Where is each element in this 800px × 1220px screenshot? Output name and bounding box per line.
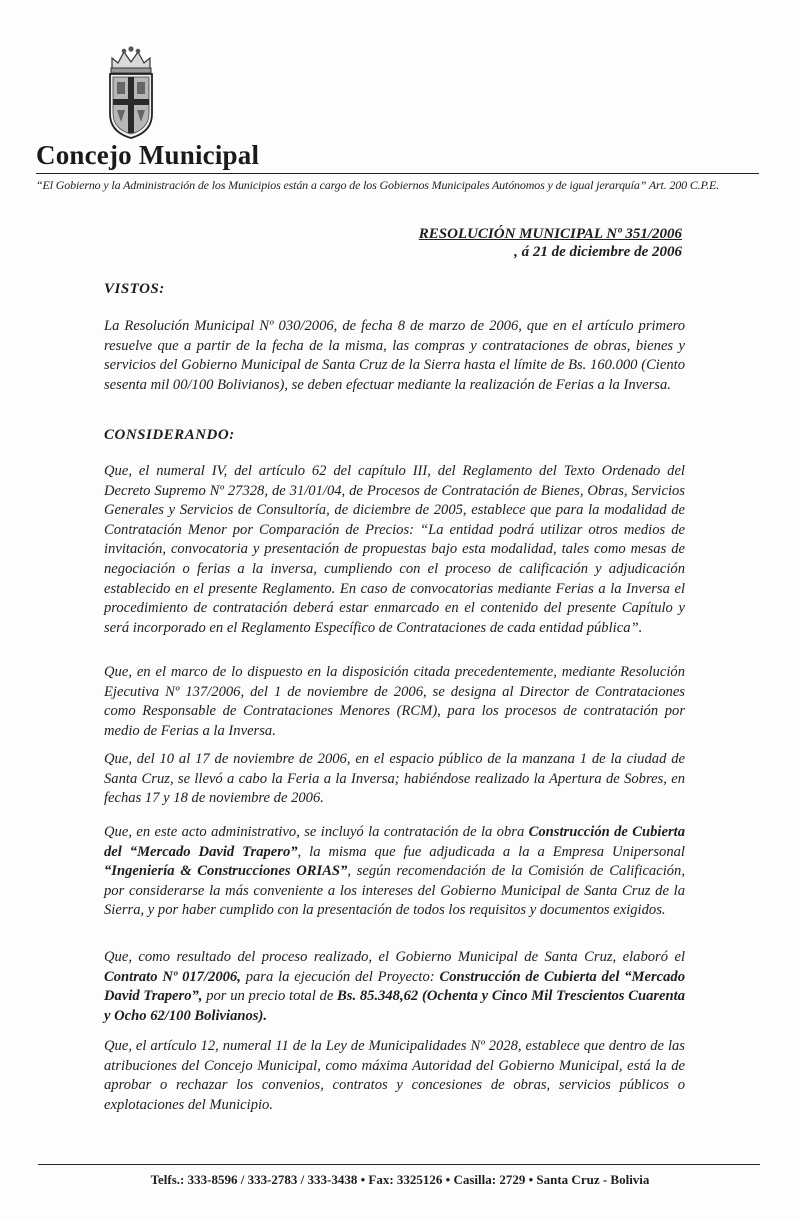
resolution-number: RESOLUCIÓN MUNICIPAL Nº 351/2006: [418, 226, 682, 242]
p5-project-name: Construcción de Cubierta del “Mercado David Trapero”,: [104, 968, 685, 1005]
organization-name: Concejo Municipal: [36, 140, 260, 170]
footer-divider: [38, 1164, 760, 1165]
coat-of-arms-logo: [104, 44, 158, 140]
considerando-paragraph-4: [104, 823, 685, 921]
p4-project-name: Construcción de Cubierta del “Mercado David Trapero”: [104, 824, 685, 860]
p4-text-1: Que, en este acto administrativo, se incluyó la contratación de la obra: [104, 824, 529, 840]
considerando-paragraph-1: Que, el numeral IV, del artículo 62 del capítulo III, del Reglamento del Texto Ordenado del Decreto Supremo Nº 27328, de 31/01/04, de Procesos de Contratación de Bienes, Obras, Servicios Generales y Servicios de Consultoría, de diciembre de 2005, establece que para la modalidad de Contratación Menor por Comparación de Precios: “La entidad podrá utilizar otros medios de invitación, convocatoria y presentación de propuestas bajo esta modalidad, tales como mesas de negociación o ferias a la inversa, cumpliendo con el proceso de calificación y adjudicación establecido en el presente Reglamento. En caso de convocatorias mediante Ferias a la Inversa el procedimiento de contratación deberá estar enmarcado en el contenido del presente Capítulo y será incorporado en el Reglamento Específico de Contrataciones de cada entidad pública”.: [104, 463, 685, 636]
vistos-heading: VISTOS:: [104, 281, 165, 297]
header-divider: [36, 173, 759, 174]
footer-contact: Telfs.: 333-8596 / 333-2783 / 333-3438 • Fax: 3325126 • Casilla: 2729 • Santa Cruz - Bolivia: [150, 1172, 650, 1187]
considerando-paragraph-6: Que, el artículo 12, numeral 11 de la Ley de Municipalidades Nº 2028, establece que dentro de las atribuciones del Concejo Municipal, como máxima Autoridad del Gobierno Municipal, está la de aprobar o rechazar los convenios, contratos y concesiones de obras, servicios públicos o explotaciones del Municipio.: [104, 1038, 685, 1113]
p5-text-3: por un precio total de: [202, 988, 338, 1005]
resolution-date: , á 21 de diciembre de 2006: [514, 244, 682, 260]
p4-text-2: , la misma que fue adjudicada a la a Empresa Unipersonal: [297, 843, 685, 860]
considerando-paragraph-5: [104, 948, 685, 1026]
p5-contract-number: Contrato Nº 017/2006,: [104, 968, 241, 985]
considerando-paragraph-3: Que, del 10 al 17 de noviembre de 2006, en el espacio público de la manzana 1 de la ciudad de Santa Cruz, se llevó a cabo la Feria a la Inversa; habiéndose realizado la Apertura de Sobres, en fechas 17 y 18 de noviembre de 2006.: [104, 751, 685, 807]
p4-company-name: “Ingeniería & Construcciones ORIAS”: [104, 863, 348, 880]
vistos-paragraph: La Resolución Municipal Nº 030/2006, de fecha 8 de marzo de 2006, que en el artículo primero resuelve que a partir de la fecha de la misma, las compras y contrataciones de obras, bienes y servicios del Gobierno Municipal de Santa Cruz de la Sierra hasta el límite de Bs. 160.000 (Ciento sesenta mil 00/100 Bolivianos), se deben efectuar mediante la realización de Ferias a la Inversa.: [104, 318, 685, 393]
p5-total-price: Bs. 85.348,62 (Ochenta y Cinco Mil Trescientos Cuarenta y Ocho 62/100 Bolivianos).: [104, 988, 685, 1024]
p5-text-2: para la ejecución del Proyecto:: [240, 968, 440, 985]
considerando-paragraph-2: Que, en el marco de lo dispuesto en la disposición citada precedentemente, mediante Resolución Ejecutiva Nº 137/2006, del 1 de noviembre de 2006, se designa al Director de Contrataciones como Responsable de Contrataciones Menores (RCM), para los procesos de contratación por medio de Ferias a la Inversa.: [104, 664, 685, 739]
considerando-heading: CONSIDERANDO:: [104, 427, 235, 443]
motto-quote: “El Gobierno y la Administración de los Municipios están a cargo de los Gobiernos Municipales Autónomos y de igual jerarquía” Art. 200 C.P.E.: [36, 178, 720, 192]
p5-text-1: Que, como resultado del proceso realizado, el Gobierno Municipal de Santa Cruz, elaboró el: [104, 949, 685, 965]
p4-text-3: , según recomendación de la Comisión de Calificación, por considerarse la más conveniente a los intereses del Gobierno Municipal de Santa Cruz de la Sierra, y por haber cumplido con la presentación de todos los requisitos y documentos exigidos.: [104, 863, 685, 919]
